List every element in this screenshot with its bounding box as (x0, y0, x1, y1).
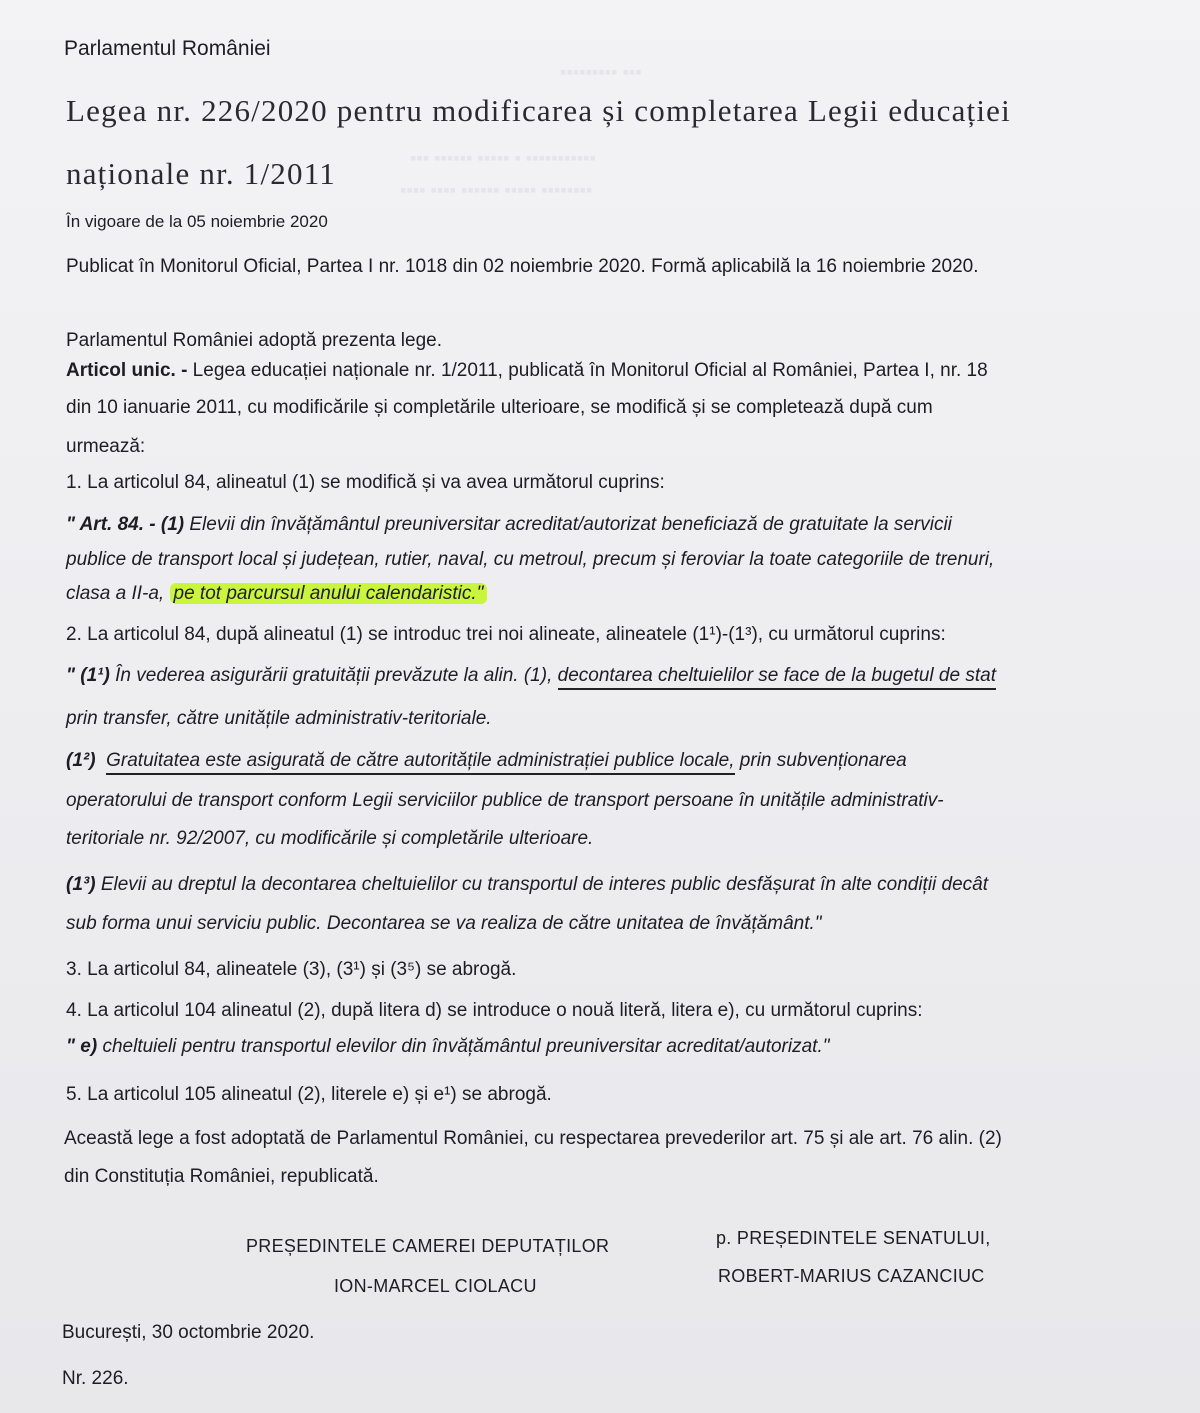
bleed-through-text: ▪▪▪▪▪▪▪▪▪ ▪▪▪ (560, 62, 642, 82)
closing-line-1: Această lege a fost adoptată de Parlamentul României, cu respectarea prevederilor art. 75 și ale art. 76 alin. (2) (64, 1128, 1002, 1149)
adoption-statement: Parlamentul României adoptă prezenta lege. (66, 330, 443, 351)
art84-label: " Art. 84. - (1) (66, 514, 185, 535)
article-paragraph-line-3: urmează: (66, 436, 146, 457)
publication-info (66, 256, 1154, 278)
alin-1-1-line-1 (66, 665, 996, 687)
parliament-heading: Parlamentul României (64, 37, 271, 60)
alin-1-2-line-2: operatorului de transport conform Legii serviciilor publice de transport persoane în unitățile administrativ- (66, 790, 944, 811)
point-4-quote-label: " e) (66, 1036, 98, 1057)
highlighted-phrase: pe tot parcursul anului calendaristic." (170, 583, 488, 604)
article-paragraph-line-1 (66, 360, 1192, 382)
alin-1-1-line-2: prin transfer, către unitățile administrativ-teritoriale. (66, 708, 492, 729)
signature-left-name: ION-MARCEL CIOLACU (334, 1276, 537, 1296)
article-label: Articol unic. - (66, 360, 188, 381)
article-paragraph-line-2: din 10 ianuarie 2011, cu modificările și completările ulterioare, se modifică și se completează după cum (66, 397, 933, 418)
underlined-phrase: Gratuitatea este asigurată de către autoritățile administrației publice locale, (106, 750, 734, 775)
alin-1-1-label: " (1¹) (66, 665, 110, 686)
publication-text: Publicat în Monitorul Oficial, Partea I nr. 1018 din 02 noiembrie 2020. Formă aplicabilă la 16 noiembrie 2020. (66, 256, 979, 277)
in-force-date: În vigoare de la 05 noiembrie 2020 (66, 212, 328, 231)
point-4-quote (66, 1036, 829, 1058)
alin-1-1-text: În vederea asigurării gratuității prevăzute la alin. (1), (109, 665, 558, 686)
art84-text: Elevii din învățământul preuniversitar acreditat/autorizat beneficiază de gratuitate la servicii (184, 514, 952, 535)
place-and-date: București, 30 octombrie 2020. (62, 1322, 315, 1343)
art84-line-1 (66, 514, 952, 536)
point-4-quote-text: cheltuieli pentru transportul elevilor din învățământul preuniversitar acreditat/autorizat." (97, 1036, 830, 1057)
article-text: Legea educației naționale nr. 1/2011, publicată în Monitorul Oficial al României, Partea I, nr. 18 (187, 360, 988, 381)
signature-right-name: ROBERT-MARIUS CAZANCIUC (718, 1266, 985, 1286)
art84-line-3-text: clasa a II-a, (66, 583, 170, 604)
alin-1-3-line-2: sub forma unui serviciu public. Decontarea se va realiza de către unitatea de învățământ." (66, 913, 822, 934)
alin-1-3-text: Elevii au dreptul la decontarea cheltuielilor cu transportul de interes public desfășurat în alte condiții decât (95, 874, 989, 895)
alin-1-2-text: prin subvenționarea (734, 750, 907, 771)
bleed-through-text: ▪▪▪ ▪▪▪▪▪▪ ▪▪▪▪▪ ▪ ▪▪▪▪▪▪▪▪▪▪▪ (410, 148, 596, 168)
alin-1-3-line-1 (66, 874, 988, 896)
alin-1-3-label: (1³) (66, 874, 96, 895)
bleed-through-text: ▪▪▪▪ ▪▪▪▪ ▪▪▪▪▪▪ ▪▪▪▪▪ ▪▪▪▪▪▪▪▪ (400, 180, 593, 200)
point-4: 4. La articolul 104 alineatul (2), după litera d) se introduce o nouă literă, litera e), cu următorul cuprins: (66, 1000, 923, 1021)
signature-right-role: p. PREȘEDINTELE SENATULUI, (716, 1228, 991, 1248)
point-2: 2. La articolul 84, după alineatul (1) se introduc trei noi alineate, alineatele (1¹)-(1³), cu următorul cuprins: (66, 624, 946, 645)
art84-line-3 (66, 583, 487, 605)
signature-left-role: PREȘEDINTELE CAMEREI DEPUTAȚILOR (246, 1236, 610, 1256)
alin-1-2-line-1 (66, 750, 907, 772)
alin-1-2-label: (1²) (66, 750, 96, 771)
point-1: 1. La articolul 84, alineatul (1) se modifică și va avea următorul cuprins: (66, 472, 665, 493)
closing-line-2: din Constituția României, republicată. (64, 1166, 379, 1187)
law-title-line-1: Legea nr. 226/2020 pentru modificarea și completarea Legii educației (66, 93, 1011, 128)
art84-line-2: publice de transport local și județean, rutier, naval, cu metroul, precum și feroviar la toate categoriile de trenuri, (66, 549, 995, 570)
point-3: 3. La articolul 84, alineatele (3), (3¹) și (3⁵) se abrogă. (66, 959, 517, 980)
underlined-phrase: decontarea cheltuielilor se face de la bugetul de stat (558, 665, 996, 690)
point-5: 5. La articolul 105 alineatul (2), literele e) și e¹) se abrogă. (66, 1084, 552, 1105)
alin-1-2-line-3: teritoriale nr. 92/2007, cu modificările și completările ulterioare. (66, 828, 594, 849)
law-number: Nr. 226. (62, 1368, 129, 1389)
law-title-line-2: naționale nr. 1/2011 (66, 156, 336, 191)
